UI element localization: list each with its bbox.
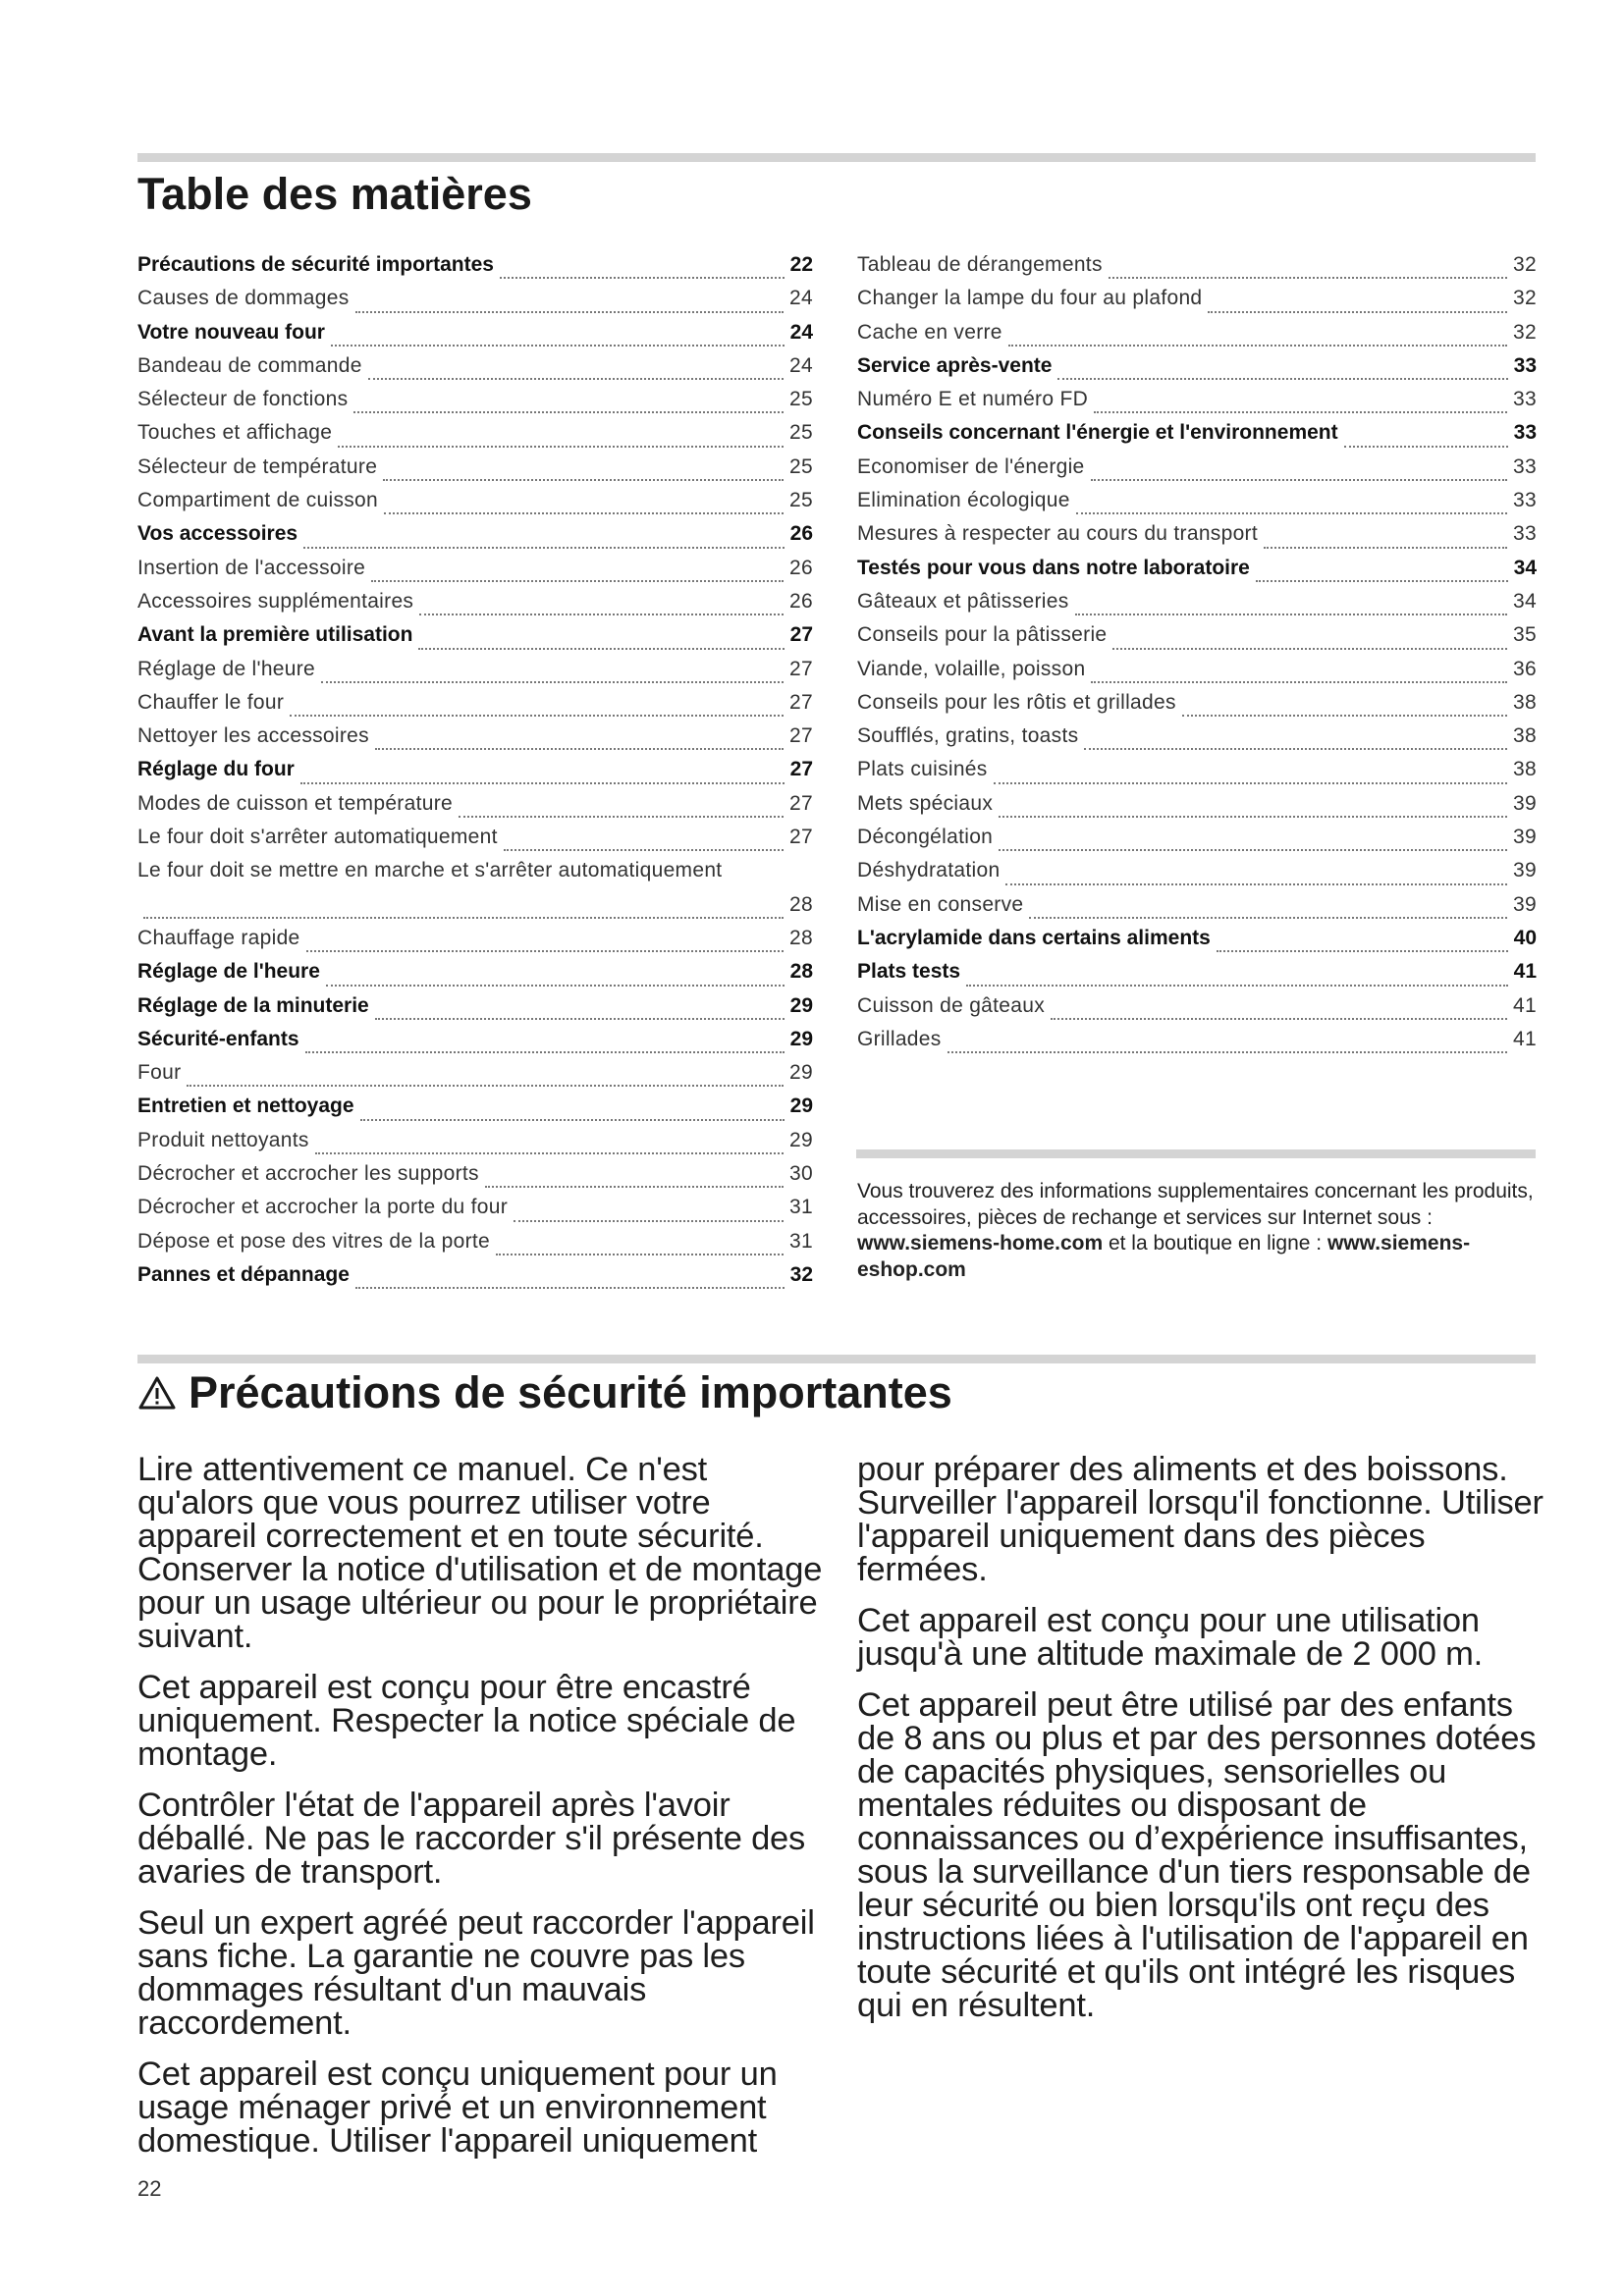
safety-right-column — [857, 1453, 1544, 2040]
toc-entry[interactable] — [857, 960, 1537, 993]
toc-entry-label: Pannes et dépannage — [137, 1262, 350, 1286]
toc-entry-page: 25 — [789, 454, 813, 478]
toc-entry-page: 34 — [1513, 589, 1537, 613]
toc-entry[interactable] — [137, 893, 813, 927]
toc-entry-label: Economiser de l'énergie — [857, 454, 1085, 478]
toc-entry-page: 29 — [789, 1027, 813, 1050]
toc-dot-leader — [1217, 950, 1508, 952]
toc-entry-label: Décrocher et accrocher la porte du four — [137, 1196, 509, 1219]
safety-paragraph: Cet appareil est conçu pour être encastré uniquement. Respecter la notice spéciale de montage. — [137, 1669, 796, 1773]
toc-dot-leader — [305, 1051, 785, 1053]
toc-entry-label: Mets spéciaux — [857, 791, 994, 815]
toc-entry[interactable] — [857, 421, 1537, 454]
toc-entry-label: Soufflés, gratins, toasts — [857, 724, 1079, 748]
toc-entry[interactable] — [857, 826, 1537, 859]
toc-dot-leader — [1076, 512, 1507, 514]
toc-entry-label: Four — [137, 1061, 182, 1085]
toc-entry-label: Avant la première utilisation — [137, 623, 413, 647]
toc-dot-leader — [375, 1018, 785, 1020]
toc-dot-leader — [143, 917, 784, 919]
toc-entry-page: 24 — [789, 320, 813, 344]
toc-entry[interactable] — [137, 455, 813, 489]
toc-entry[interactable] — [137, 1028, 813, 1061]
toc-entry[interactable] — [137, 321, 813, 354]
toc-entry-page: 28 — [789, 892, 813, 916]
toc-entry-label: Conseils concernant l'énergie et l'environnement — [857, 421, 1338, 445]
toc-entry-page: 27 — [789, 690, 813, 714]
toc-dot-leader — [1112, 648, 1507, 650]
toc-entry-page: 26 — [789, 522, 813, 546]
toc-entry-label: Décrocher et accrocher les supports — [137, 1162, 479, 1186]
toc-entry[interactable] — [137, 1162, 813, 1196]
toc-dot-leader — [1182, 715, 1507, 717]
toc-entry[interactable] — [137, 1095, 813, 1128]
toc-dot-leader — [999, 816, 1507, 818]
toc-entry[interactable] — [137, 758, 813, 791]
toc-entry[interactable] — [137, 1230, 813, 1263]
toc-entry-label: Modes de cuisson et température — [137, 791, 453, 815]
toc-dot-leader — [338, 446, 784, 448]
toc-entry[interactable] — [857, 691, 1537, 724]
toc-title: Table des matières — [137, 169, 532, 219]
toc-entry-label: Réglage de la minuterie — [137, 993, 369, 1017]
safety-paragraph: Cet appareil est conçu uniquement pour un usage ménager privé et un environnement domestique. Utiliser l'appareil uniquement — [137, 2056, 778, 2160]
toc-entry-label: Conseils pour la pâtisserie — [857, 623, 1108, 647]
toc-entry-page: 24 — [789, 287, 813, 310]
toc-entry-label: Dépose et pose des vitres de la porte — [137, 1229, 490, 1253]
toc-entry-page: 29 — [789, 993, 813, 1017]
toc-entry-label: Sélecteur de température — [137, 454, 378, 478]
toc-dot-leader — [290, 715, 784, 717]
toc-entry-page: 27 — [789, 657, 813, 680]
toc-entry[interactable] — [137, 590, 813, 623]
toc-entry[interactable] — [857, 859, 1537, 892]
toc-dot-leader — [1005, 883, 1507, 885]
toc-entry-label: Cache en verre — [857, 320, 1002, 344]
toc-entry[interactable] — [857, 994, 1537, 1028]
toc-entry[interactable] — [137, 388, 813, 421]
toc-entry[interactable] — [857, 658, 1537, 691]
toc-entry-label: Le four doit s'arrêter automatiquement — [137, 826, 498, 849]
siemens-eshop-link[interactable]: www.siemens-eshop.com — [857, 1232, 1471, 1281]
toc-dot-leader — [504, 849, 784, 851]
toc-entry[interactable] — [857, 724, 1537, 758]
toc-entry-page: 39 — [1513, 791, 1537, 815]
siemens-home-link[interactable]: www.siemens-home.com — [857, 1232, 1104, 1255]
toc-entry[interactable] — [137, 287, 813, 320]
toc-entry[interactable] — [857, 758, 1537, 791]
info-text-1: Vous trouverez des informations supplementaires concernant les produits, accessoires, pièces de rechange et services sur Internet sous : — [857, 1180, 1534, 1229]
safety-paragraph: Seul un expert agréé peut raccorder l'appareil sans fiche. La garantie ne couvre pas les dommages résultant d'un mauvais raccordement. — [137, 1904, 815, 2042]
toc-dot-leader — [306, 950, 784, 952]
toc-entry[interactable] — [137, 994, 813, 1028]
toc-entry-page: 22 — [789, 253, 813, 276]
toc-entry-label: L'acrylamide dans certains aliments — [857, 926, 1211, 949]
toc-dot-leader — [326, 985, 785, 987]
toc-entry-label: Viande, volaille, poisson — [857, 657, 1086, 680]
toc-entry[interactable] — [857, 253, 1537, 287]
toc-entry[interactable] — [857, 287, 1537, 320]
toc-entry-page: 26 — [789, 589, 813, 613]
toc-dot-leader — [371, 580, 784, 582]
toc-entry-page: 41 — [1513, 960, 1537, 984]
toc-dot-leader — [375, 748, 784, 750]
toc-entry-label: Réglage du four — [137, 758, 295, 781]
toc-entry-page: 33 — [1513, 522, 1537, 546]
toc-entry[interactable] — [137, 489, 813, 522]
toc-entry[interactable] — [857, 522, 1537, 556]
toc-entry-label: Précautions de sécurité importantes — [137, 253, 494, 276]
toc-entry-label: Plats cuisinés — [857, 758, 988, 781]
toc-entry-label: Causes de dommages — [137, 287, 350, 310]
toc-entry-label: Compartiment de cuisson — [137, 489, 379, 512]
toc-dot-leader — [999, 849, 1507, 851]
toc-entry-page: 27 — [789, 758, 813, 781]
toc-dot-leader — [419, 614, 784, 615]
toc-dot-leader — [353, 411, 784, 413]
toc-entry-page: 32 — [1513, 287, 1537, 310]
top-divider — [137, 153, 1536, 162]
toc-dot-leader — [303, 547, 785, 549]
toc-dot-leader — [418, 648, 784, 650]
toc-dot-leader — [383, 479, 784, 481]
toc-entry[interactable] — [137, 623, 813, 657]
toc-dot-leader — [1084, 748, 1507, 750]
warning-triangle-icon — [137, 1375, 177, 1411]
toc-entry-page: 25 — [789, 388, 813, 411]
toc-entry[interactable] — [137, 658, 813, 691]
toc-dot-leader — [496, 1254, 784, 1255]
toc-entry[interactable] — [137, 253, 813, 287]
toc-entry-label: Déshydratation — [857, 859, 1001, 882]
safety-title: Précautions de sécurité importantes — [189, 1367, 952, 1417]
toc-entry-page: 32 — [789, 1262, 813, 1286]
toc-entry-page: 41 — [1513, 993, 1537, 1017]
info-text-2: et la boutique en ligne : — [1103, 1232, 1327, 1255]
toc-entry[interactable] — [137, 859, 813, 892]
toc-entry[interactable] — [137, 1061, 813, 1095]
toc-dot-leader — [368, 378, 784, 380]
toc-entry-label: Testés pour vous dans notre laboratoire — [857, 556, 1250, 579]
safety-divider — [137, 1355, 1536, 1363]
toc-entry-page: 28 — [789, 926, 813, 949]
toc-entry-page: 28 — [789, 960, 813, 984]
toc-entry-page: 39 — [1513, 826, 1537, 849]
toc-entry[interactable] — [857, 489, 1537, 522]
toc-entry-label: Elimination écologique — [857, 489, 1070, 512]
toc-dot-leader — [500, 277, 785, 279]
toc-entry[interactable] — [137, 522, 813, 556]
toc-entry-page: 38 — [1513, 724, 1537, 748]
toc-entry-page: 24 — [789, 353, 813, 377]
toc-dot-leader — [994, 782, 1507, 784]
toc-entry-page: 35 — [1513, 623, 1537, 647]
toc-right-column — [857, 253, 1537, 1061]
toc-entry-page: 33 — [1513, 421, 1537, 445]
toc-entry-label: Gâteaux et pâtisseries — [857, 589, 1069, 613]
toc-entry[interactable] — [137, 557, 813, 590]
toc-dot-leader — [459, 816, 784, 818]
toc-dot-leader — [1057, 378, 1507, 380]
toc-dot-leader — [1091, 681, 1507, 683]
safety-paragraph: Cet appareil peut être utilisé par des enfants de 8 ans ou plus et par des personnes dotées de capacités physiques, sensorielles ou mentales réduites ou disposant de connaissances ou d’expérience insuffisantes, sous la surveillance d'un tiers responsable de leur sécurité ou bien lorsqu'ils ont reçu des instructions liées à l'utilisation de l'appareil en toute sécurité et qu'ils ont intégré les risques qui en résultent. — [857, 1686, 1537, 2024]
toc-entry-page: 30 — [789, 1162, 813, 1186]
toc-entry-page: 40 — [1513, 926, 1537, 949]
toc-entry-page: 33 — [1513, 353, 1537, 377]
toc-entry-page: 29 — [789, 1061, 813, 1085]
toc-left-column — [137, 253, 813, 1297]
toc-entry-page: 36 — [1513, 657, 1537, 680]
toc-entry-label: Touches et affichage — [137, 421, 333, 445]
toc-dot-leader — [331, 345, 785, 347]
toc-entry-label: Nettoyer les accessoires — [137, 724, 369, 748]
toc-dot-leader — [1075, 614, 1507, 615]
toc-entry[interactable] — [857, 893, 1537, 927]
toc-entry-page: 29 — [789, 1128, 813, 1151]
toc-entry-label: Réglage de l'heure — [137, 657, 316, 680]
toc-entry-page: 34 — [1513, 556, 1537, 579]
toc-dot-leader — [384, 512, 784, 514]
toc-entry-label: Votre nouveau four — [137, 320, 325, 344]
toc-entry-label: Produit nettoyants — [137, 1128, 309, 1151]
safety-paragraph: Cet appareil est conçu pour une utilisation jusqu'à une altitude maximale de 2 000 m. — [857, 1602, 1484, 1673]
toc-dot-leader — [300, 782, 785, 784]
page-number: 22 — [137, 2176, 162, 2201]
toc-entry[interactable] — [857, 388, 1537, 421]
toc-dot-leader — [1344, 446, 1508, 448]
toc-entry[interactable] — [137, 826, 813, 859]
toc-dot-leader — [1029, 917, 1507, 919]
toc-entry-label: Tableau de dérangements — [857, 253, 1103, 276]
toc-dot-leader — [315, 1152, 784, 1154]
toc-entry[interactable] — [137, 724, 813, 758]
toc-entry[interactable] — [857, 1028, 1537, 1061]
toc-dot-leader — [1051, 1018, 1507, 1020]
toc-entry-label: Service après-vente — [857, 353, 1053, 377]
toc-entry-page: 39 — [1513, 859, 1537, 882]
toc-entry-label: Entretien et nettoyage — [137, 1095, 354, 1118]
toc-entry[interactable] — [857, 927, 1537, 960]
toc-dot-leader — [1208, 311, 1507, 313]
toc-entry-label: Numéro E et numéro FD — [857, 388, 1089, 411]
toc-entry-label: Insertion de l'accessoire — [137, 556, 366, 579]
toc-entry-page: 33 — [1513, 489, 1537, 512]
toc-entry-page: 27 — [789, 826, 813, 849]
toc-entry-page: 25 — [789, 489, 813, 512]
toc-dot-leader — [947, 1051, 1507, 1053]
toc-entry-label: Conseils pour les rôtis et grillades — [857, 690, 1176, 714]
toc-entry-page: 38 — [1513, 690, 1537, 714]
toc-entry-label: Changer la lampe du four au plafond — [857, 287, 1203, 310]
toc-entry-page: 27 — [789, 623, 813, 647]
toc-entry-label: Mise en conserve — [857, 892, 1024, 916]
toc-entry-page: 26 — [789, 556, 813, 579]
toc-entry-label: Accessoires supplémentaires — [137, 589, 414, 613]
toc-entry[interactable] — [137, 354, 813, 388]
toc-entry[interactable] — [857, 455, 1537, 489]
toc-entry-label: Mesures à respecter au cours du transport — [857, 522, 1258, 546]
toc-entry-label: Sécurité-enfants — [137, 1027, 299, 1050]
toc-entry-page: 41 — [1513, 1027, 1537, 1050]
toc-dot-leader — [187, 1085, 784, 1087]
toc-dot-leader — [321, 681, 784, 683]
safety-left-column — [137, 1453, 825, 2175]
info-divider — [856, 1149, 1536, 1158]
toc-entry[interactable] — [857, 623, 1537, 657]
toc-dot-leader — [355, 311, 785, 313]
toc-entry[interactable] — [137, 960, 813, 993]
toc-entry-page: 32 — [1513, 253, 1537, 276]
toc-entry-label: Chauffage rapide — [137, 926, 300, 949]
toc-dot-leader — [360, 1119, 785, 1121]
toc-entry-label: Réglage de l'heure — [137, 960, 320, 984]
toc-entry-label: Sélecteur de fonctions — [137, 388, 349, 411]
toc-dot-leader — [966, 985, 1508, 987]
safety-paragraph: Lire attentivement ce manuel. Ce n'est qu'alors que vous pourrez utiliser votre appareil correctement et en toute sécurité. Conserver la notice d'utilisation et de montage pour un usage ultérieur ou pour le propriétaire suivant. — [137, 1451, 823, 1655]
toc-entry-label: Grillades — [857, 1027, 942, 1050]
toc-entry[interactable] — [857, 557, 1537, 590]
toc-entry-label: Décongélation — [857, 826, 994, 849]
toc-entry-page: 31 — [789, 1229, 813, 1253]
toc-entry-label: Bandeau de commande — [137, 353, 362, 377]
toc-dot-leader — [514, 1220, 784, 1222]
safety-paragraph: Contrôler l'état de l'appareil après l'avoir déballé. Ne pas le raccorder s'il présente des avaries de transport. — [137, 1787, 806, 1891]
toc-entry-page: 25 — [789, 421, 813, 445]
toc-entry-label: Cuisson de gâteaux — [857, 993, 1046, 1017]
toc-entry[interactable] — [137, 691, 813, 724]
toc-entry-label: Le four doit se mettre en marche et s'arrêter automatiquement — [137, 859, 723, 882]
toc-entry-page: 27 — [789, 724, 813, 748]
toc-entry-page: 38 — [1513, 758, 1537, 781]
toc-dot-leader — [1256, 580, 1508, 582]
toc-entry[interactable] — [137, 1196, 813, 1229]
safety-paragraph: pour préparer des aliments et des boissons. Surveiller l'appareil lorsqu'il fonctionne. Utiliser l'appareil uniquement dans des pièces fermées. — [857, 1451, 1543, 1588]
toc-entry-page: 32 — [1513, 320, 1537, 344]
toc-entry[interactable] — [137, 1263, 813, 1297]
toc-entry-page: 31 — [789, 1196, 813, 1219]
toc-dot-leader — [485, 1186, 784, 1188]
toc-entry-page: 33 — [1513, 388, 1537, 411]
toc-dot-leader — [1109, 277, 1507, 279]
info-note — [857, 1179, 1535, 1283]
toc-entry-page: 27 — [789, 791, 813, 815]
toc-entry-page: 39 — [1513, 892, 1537, 916]
safety-heading — [137, 1367, 952, 1418]
toc-entry[interactable] — [857, 354, 1537, 388]
toc-entry[interactable] — [857, 590, 1537, 623]
toc-entry[interactable] — [137, 927, 813, 960]
toc-entry-page: 29 — [789, 1095, 813, 1118]
toc-dot-leader — [1264, 547, 1507, 549]
toc-entry-label: Vos accessoires — [137, 522, 298, 546]
toc-entry[interactable] — [137, 792, 813, 826]
toc-entry[interactable] — [137, 421, 813, 454]
toc-entry-page: 33 — [1513, 454, 1537, 478]
toc-entry-label: Plats tests — [857, 960, 961, 984]
toc-dot-leader — [355, 1287, 785, 1289]
toc-entry[interactable] — [857, 792, 1537, 826]
toc-dot-leader — [1091, 479, 1507, 481]
toc-entry[interactable] — [137, 1129, 813, 1162]
toc-entry[interactable] — [857, 321, 1537, 354]
toc-dot-leader — [1008, 345, 1507, 347]
toc-entry-label: Chauffer le four — [137, 690, 285, 714]
toc-dot-leader — [1094, 411, 1507, 413]
